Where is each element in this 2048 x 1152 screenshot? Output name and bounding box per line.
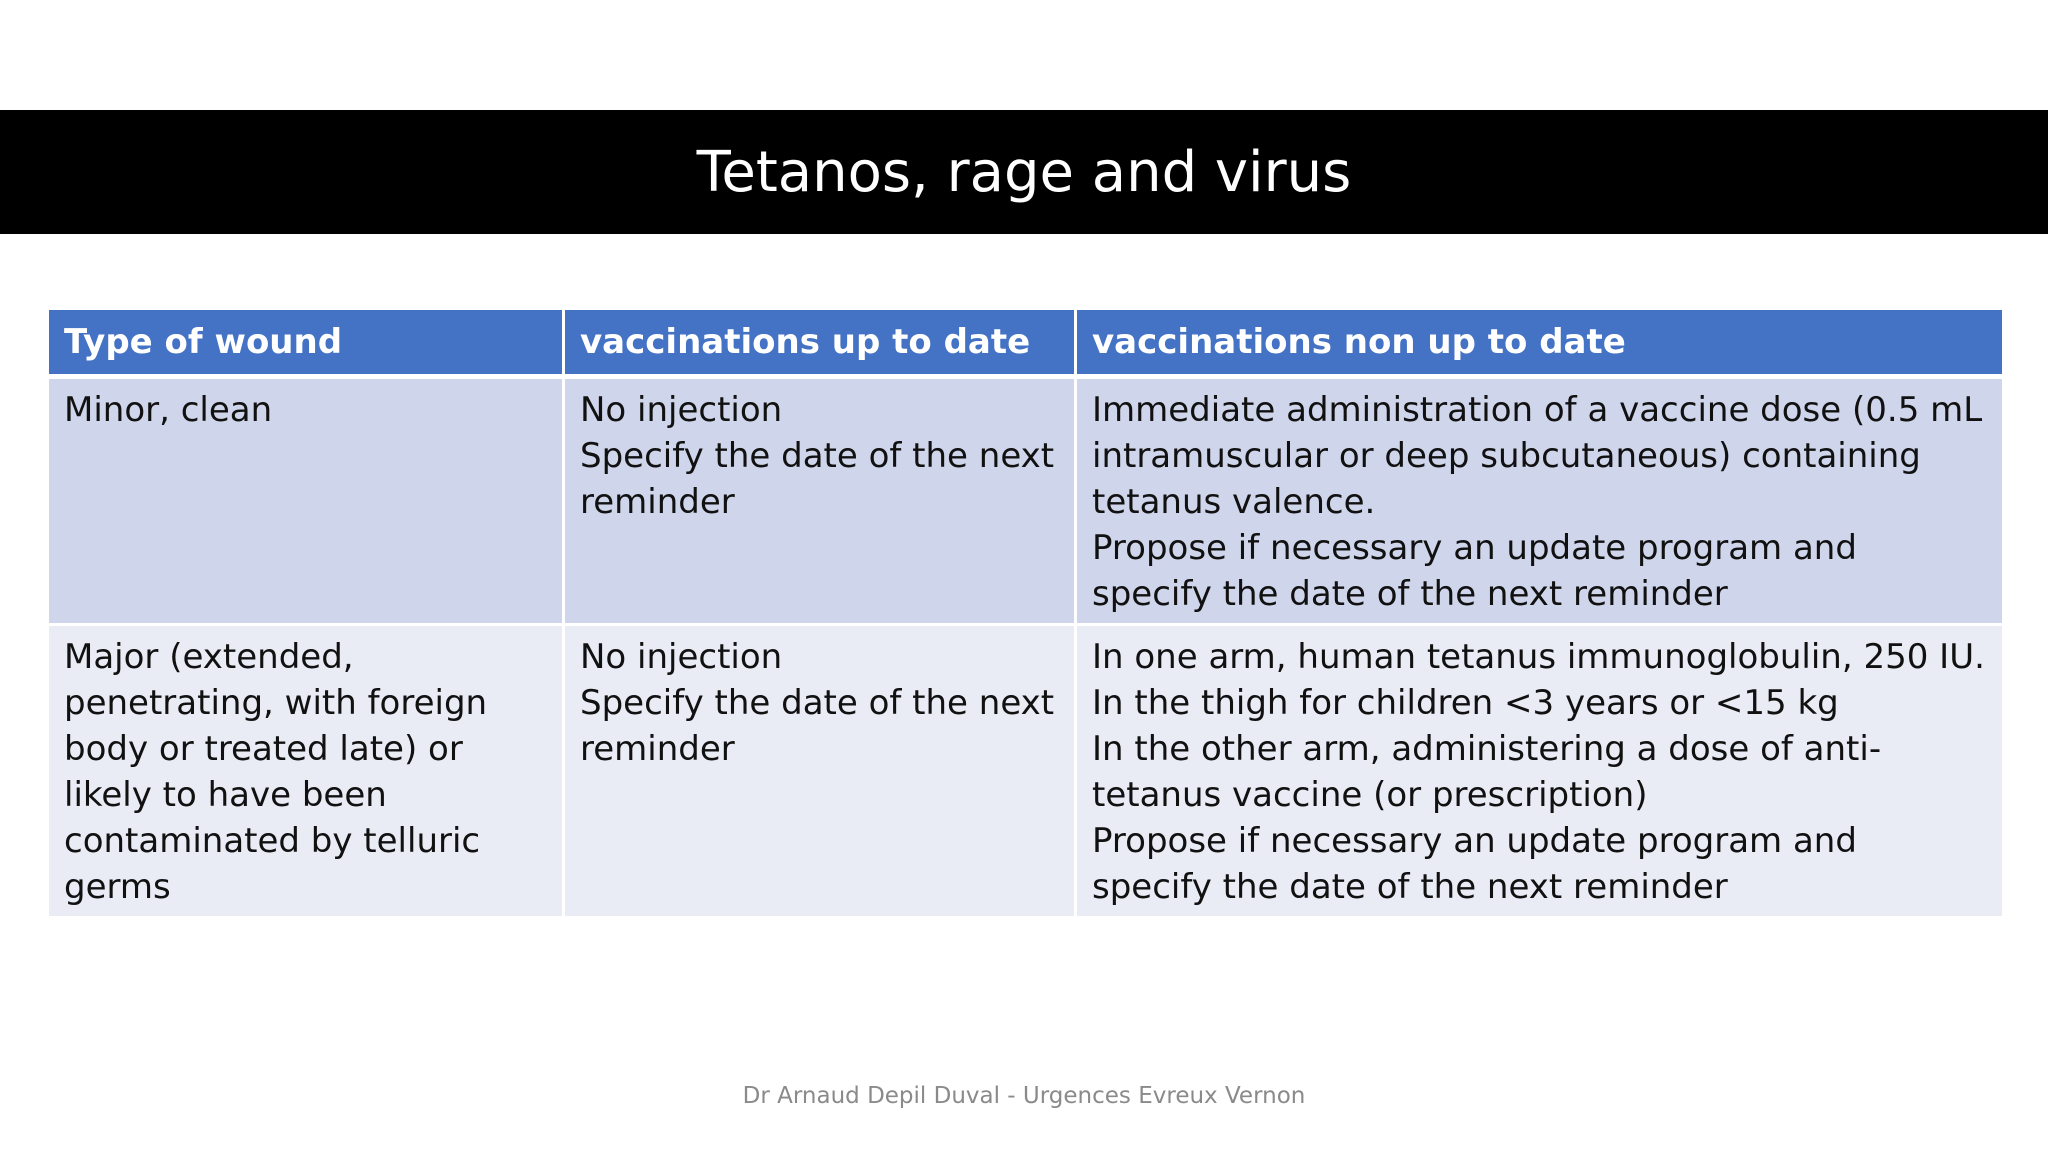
title-bar <box>0 110 2048 234</box>
table-row <box>48 377 2004 625</box>
cell-wound-type <box>48 377 564 625</box>
cell-line: Propose if necessary an update program and specify the date of the next reminder <box>1092 821 1857 907</box>
cell-line: Specify the date of the next reminder <box>580 683 1055 769</box>
cell-line: In the thigh for children <3 years or <15 kg <box>1092 683 1839 723</box>
cell-line: No injection <box>580 390 783 430</box>
cell-wound-type <box>48 625 564 918</box>
cell-line: Immediate administration of a vaccine dose (0.5 mL intramuscular or deep subcutaneous) containing tetanus valence. <box>1092 390 1983 522</box>
cell-line: Specify the date of the next reminder <box>580 436 1055 522</box>
slide-footer: Dr Arnaud Depil Duval - Urgences Evreux Vernon <box>742 1083 1306 1109</box>
header-type-of-wound: Type of wound <box>48 309 564 377</box>
table-row <box>48 625 2004 918</box>
cell-line: No injection <box>580 637 783 677</box>
cell-line: Minor, clean <box>64 390 273 430</box>
cell-up-to-date <box>564 377 1076 625</box>
cell-not-up-to-date <box>1076 377 2004 625</box>
wound-table <box>46 307 2005 919</box>
cell-not-up-to-date <box>1076 625 2004 918</box>
table-header-row <box>48 309 2004 377</box>
cell-up-to-date <box>564 625 1076 918</box>
cell-line: Major (extended, penetrating, with foreign body or treated late) or likely to have been contaminated by telluric germs <box>64 637 488 907</box>
slide-title: Tetanos, rage and virus <box>696 139 1352 205</box>
header-vaccinations-not-up-to-date: vaccinations non up to date <box>1076 309 2004 377</box>
cell-line: In the other arm, administering a dose of anti-tetanus vaccine (or prescription) <box>1092 729 1882 815</box>
cell-line: In one arm, human tetanus immunoglobulin, 250 IU. <box>1092 637 1985 677</box>
header-vaccinations-up-to-date: vaccinations up to date <box>564 309 1076 377</box>
cell-line: Propose if necessary an update program and specify the date of the next reminder <box>1092 528 1857 614</box>
